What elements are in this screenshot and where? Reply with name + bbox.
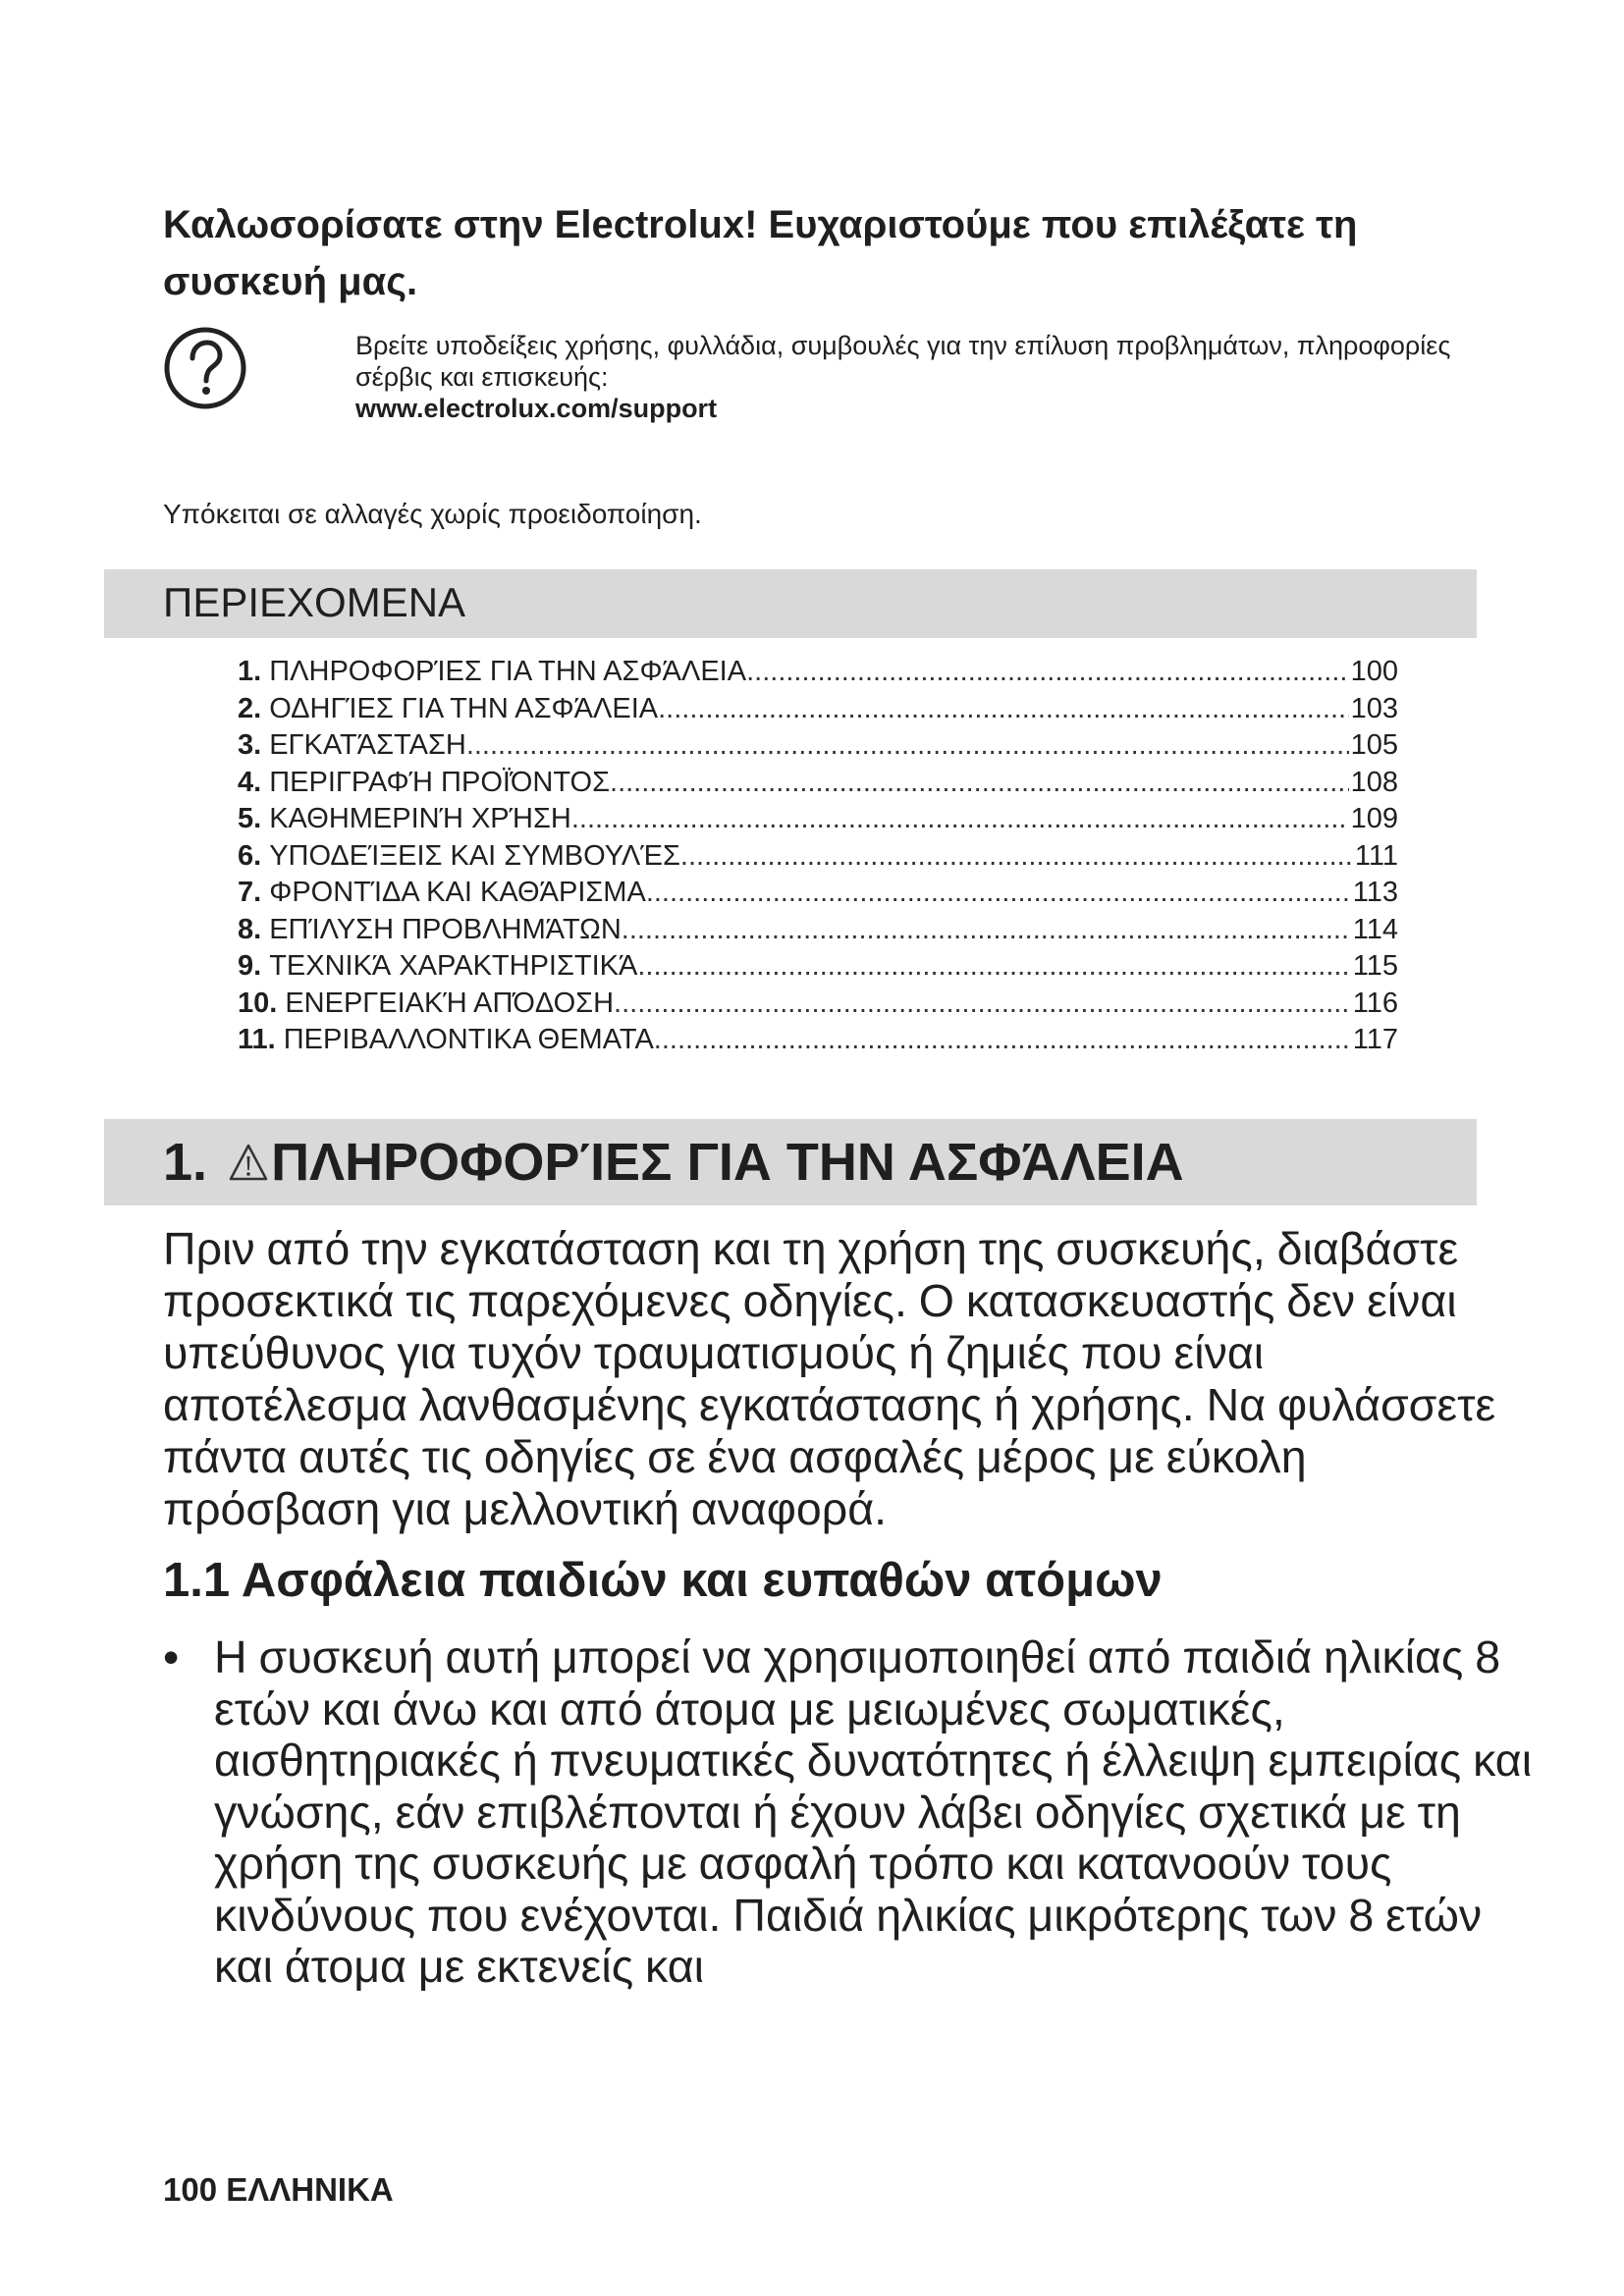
toc-item-number: 11.: [238, 1024, 276, 1055]
toc-item-page: 108: [1350, 766, 1398, 798]
section-intro: Πριν από την εγκατάσταση και τη χρήση της συσκευής, διαβάστε προσεκτικά τις παρεχόμενες οδηγίες. Ο κατασκευαστής δεν είναι υπεύθυνος για τυχόν τραυματισμούς ή ζημιές που είναι αποτέλεσμα λανθασμένης εγκατάστασης ή χρήσης. Να φυλάσσετε πάντα αυτές τις οδηγίες σε ένα ασφαλές μέρος με εύκολη πρόσβαση για μελλοντική αναφορά.: [163, 1223, 1496, 1534]
section-title: [163, 1129, 1184, 1196]
table-of-contents: [238, 654, 1398, 1059]
toc-item-label: ΠΛΗΡΟΦΟΡΊΕΣ ΓΙΑ ΤΗΝ ΑΣΦΆΛΕΙΑ: [269, 656, 747, 687]
toc-item-label: ΠΕΡΙΓΡΑΦΉ ΠΡΟΪΌΝΤΟΣ: [269, 766, 611, 798]
toc-leader-dots: [658, 691, 1348, 728]
toc-item-page: 100: [1350, 656, 1398, 687]
toc-item[interactable]: [238, 986, 1398, 1023]
toc-item-page: 105: [1350, 729, 1398, 761]
toc-leader-dots: [646, 875, 1351, 912]
toc-leader-dots: [622, 912, 1351, 949]
toc-item-label: ΕΝΕΡΓΕΙΑΚΉ ΑΠΌΔΟΣΗ: [285, 987, 615, 1019]
toc-item[interactable]: [238, 801, 1398, 838]
toc-item-number: 8.: [238, 913, 262, 945]
toc-leader-dots: [654, 1022, 1351, 1059]
section-title-text: ΠΛΗΡΟΦΟΡΊΕΣ ΓΙΑ ΤΗΝ ΑΣΦΆΛΕΙΑ: [271, 1133, 1184, 1192]
toc-item-label: ΚΑΘΗΜΕΡΙΝΉ ΧΡΉΣΗ: [269, 803, 571, 834]
subsection-title: 1.1 Ασφάλεια παιδιών και ευπαθών ατόμων: [163, 1554, 1163, 1607]
toc-item[interactable]: [238, 765, 1398, 802]
help-question-icon: [163, 326, 247, 410]
toc-item-number: 9.: [238, 950, 262, 982]
toc-item-page: 109: [1350, 803, 1398, 834]
toc-leader-dots: [746, 654, 1349, 691]
bullet-mark: •: [163, 1631, 180, 1682]
toc-item-page: 115: [1352, 950, 1398, 982]
welcome-title: Καλωσορίσατε στην Electrolux! Ευχαριστούμε που επιλέξατε τη συσκευή μας.: [163, 203, 1358, 303]
toc-item-label: ΟΔΗΓΊΕΣ ΓΙΑ ΤΗΝ ΑΣΦΆΛΕΙΑ: [269, 692, 659, 724]
toc-item-page: 116: [1352, 987, 1398, 1019]
support-text: Βρείτε υποδείξεις χρήσης, φυλλάδια, συμβουλές για την επίλυση προβλημάτων, πληροφορίες σέρβις και επισκευής:: [355, 331, 1451, 392]
toc-item[interactable]: [238, 1022, 1398, 1059]
toc-item-label: ΤΕΧΝΙΚΆ ΧΑΡΑΚΤΗΡΙΣΤΙΚΆ: [269, 950, 638, 982]
bullet-text: Η συσκευή αυτή μπορεί να χρησιμοποιηθεί από παιδιά ηλικίας 8 ετών και άνω και από άτομα με μειωμένες σωματικές, αισθητηριακές ή πνευματικές δυνατότητες ή έλλειψη εμπειρίας και γνώσης, εάν επιβλέπονται ή έχουν λάβει οδηγίες σχετικά με τη χρήση της συσκευής με ασφαλή τρόπο και κατανοούν τους κινδύνους που ενέχονται. Παιδιά ηλικίας μικρότερης των 8 ετών και άτομα με εκτενείς και: [214, 1631, 1533, 1992]
toc-item-page: 113: [1352, 877, 1398, 908]
toc-item[interactable]: [238, 838, 1398, 876]
toc-item-label: ΦΡΟΝΤΊΔΑ ΚΑΙ ΚΑΘΆΡΙΣΜΑ: [269, 877, 646, 908]
toc-item[interactable]: [238, 912, 1398, 949]
toc-leader-dots: [610, 765, 1349, 802]
toc-item-page: 103: [1350, 692, 1398, 724]
toc-leader-dots: [680, 838, 1353, 876]
toc-item[interactable]: [238, 727, 1398, 765]
support-info: [355, 330, 1485, 424]
toc-item-page: 117: [1352, 1024, 1398, 1055]
toc-item-number: 5.: [238, 803, 262, 834]
toc-leader-dots: [466, 727, 1349, 765]
toc-title: ΠΕΡΙΕΧΟΜΕΝΑ: [163, 579, 466, 625]
section-number: 1.: [163, 1133, 208, 1192]
toc-item-number: 4.: [238, 766, 262, 798]
toc-item-number: 2.: [238, 692, 262, 724]
toc-item-label: ΠΕΡΙΒΑΛΛΟΝΤΙΚΑ ΘΕΜΑΤΑ: [283, 1024, 654, 1055]
toc-item-number: 6.: [238, 839, 262, 872]
toc-leader-dots: [637, 948, 1350, 986]
page-footer: 100 ΕΛΛΗΝΙΚΑ: [163, 2171, 394, 2208]
list-item: [163, 1631, 1540, 1993]
toc-item-number: 1.: [238, 656, 262, 687]
toc-item-label: ΕΠΊΛΥΣΗ ΠΡΟΒΛΗΜΆΤΩΝ: [269, 913, 622, 945]
toc-item[interactable]: [238, 948, 1398, 986]
toc-item[interactable]: [238, 654, 1398, 691]
support-url[interactable]: www.electrolux.com/support: [355, 394, 718, 423]
toc-item-number: 10.: [238, 987, 278, 1019]
toc-item-number: 7.: [238, 877, 262, 908]
toc-item-label: ΥΠΟΔΕΊΞΕΙΣ ΚΑΙ ΣΥΜΒΟΥΛΈΣ: [269, 839, 680, 872]
toc-item-label: ΕΓΚΑΤΆΣΤΑΣΗ: [269, 729, 466, 761]
toc-leader-dots: [571, 801, 1349, 838]
change-notice: Υπόκειται σε αλλαγές χωρίς προειδοποίηση.: [163, 499, 702, 529]
toc-item-number: 3.: [238, 729, 262, 761]
toc-item[interactable]: [238, 691, 1398, 728]
toc-item-page: 111: [1354, 839, 1398, 872]
toc-item[interactable]: [238, 875, 1398, 912]
warning-triangle-icon: [228, 1143, 269, 1182]
toc-item-page: 114: [1352, 913, 1398, 945]
toc-leader-dots: [614, 986, 1351, 1023]
